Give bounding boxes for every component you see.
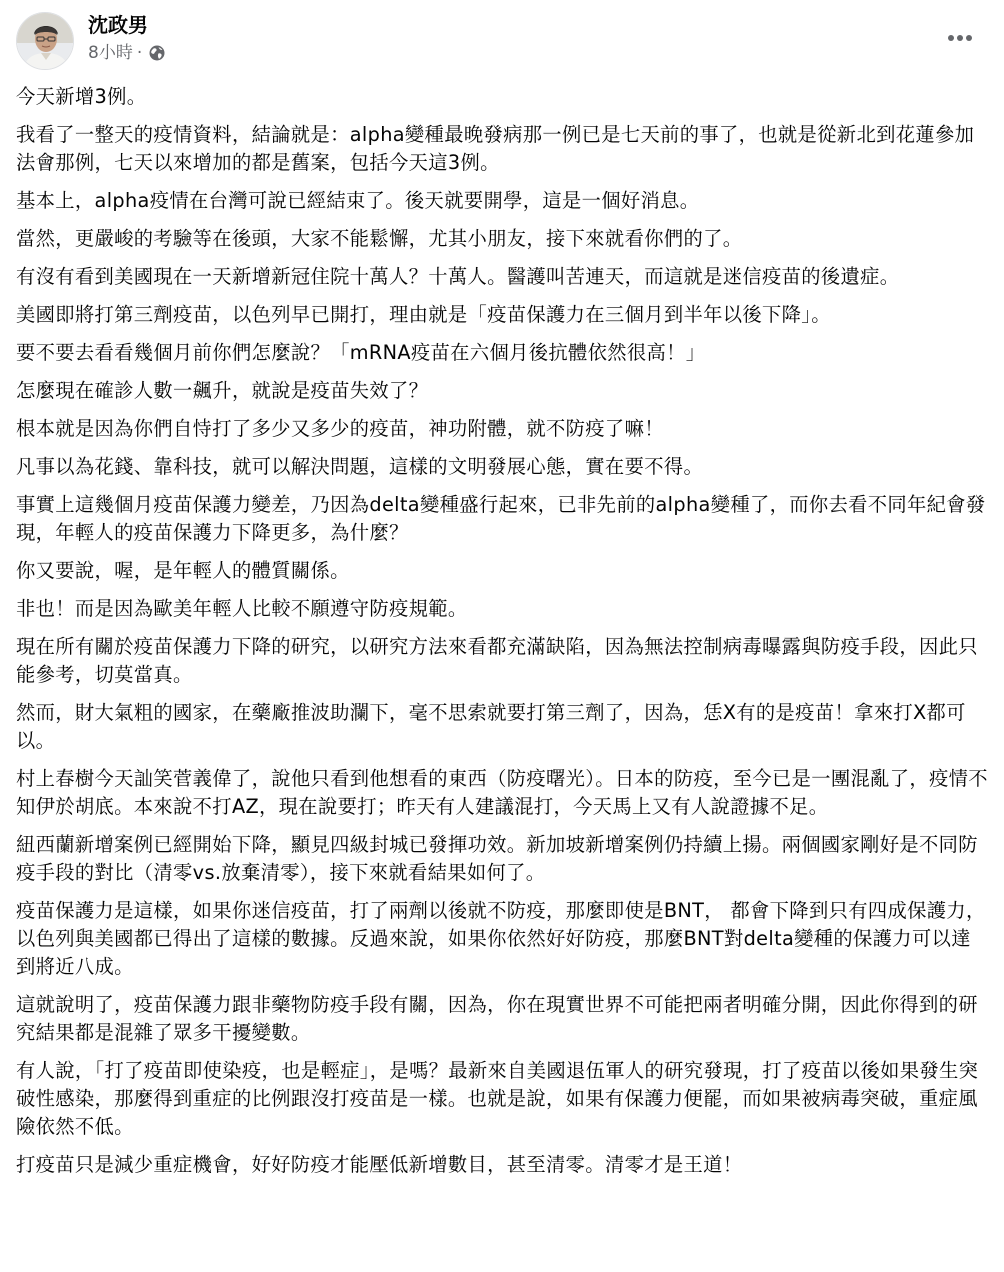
post-body [16, 83, 988, 1189]
post-paragraph: 美國即將打第三劑疫苗，以色列早已開打，理由就是「疫苗保護力在三個月到半年以後下降」。 [16, 303, 831, 326]
post-paragraph: 我看了一整天的疫情資料，結論就是：alpha變種最晚發病那一例已是七天前的事了，也就是從新北到花蓮參加法會那例，七天以來增加的都是舊案，包括今天這3例。 [16, 123, 975, 174]
post-paragraph: 打疫苗只是減少重症機會，好好防疫才能壓低新增數目，甚至清零。清零才是王道！ [16, 1153, 743, 1176]
post-header [0, 0, 1004, 80]
avatar-photo [17, 13, 74, 70]
post-paragraph: 凡事以為花錢、靠科技，就可以解決問題，這樣的文明發展心態，實在要不得。 [16, 455, 704, 478]
post-timestamp[interactable]: 8小時 [88, 43, 133, 63]
post-paragraph: 現在所有關於疫苗保護力下降的研究，以研究方法來看都充滿缺陷，因為無法控制病毒曝露與防疫手段，因此只能參考，切莫當真。 [16, 635, 978, 686]
post-paragraph: 當然，更嚴峻的考驗等在後頭，大家不能鬆懈，尤其小朋友，接下來就看你們的了。 [16, 227, 743, 250]
author-name[interactable]: 沈政男 [88, 13, 148, 37]
post-paragraph: 非也！而是因為歐美年輕人比較不願遵守防疫規範。 [16, 597, 468, 620]
post-paragraph: 你又要說，喔，是年輕人的體質關係。 [16, 559, 350, 582]
post-paragraph: 有人說，「打了疫苗即使染疫，也是輕症」，是嗎？最新來自美國退伍軍人的研究發現，打了疫苗以後如果發生突破性感染，那麼得到重症的比例跟沒打疫苗是一樣。也就是說，如果有保護力便罷，而如果被病毒突破，重症風險依然不低。 [16, 1059, 979, 1138]
post-paragraph: 事實上這幾個月疫苗保護力變差，乃因為delta變種盛行起來，已非先前的alpha變種了，而你去看不同年紀會發現，年輕人的疫苗保護力下降更多，為什麼？ [16, 493, 986, 544]
post-paragraph: 村上春樹今天訕笑菅義偉了，說他只看到他想看的東西（防疫曙光）。日本的防疫，至今已是一團混亂了，疫情不知伊於胡底。本來說不打AZ，現在說要打；昨天有人建議混打，今天馬上又有人說證據不足。 [16, 767, 988, 818]
post-paragraph: 根本就是因為你們自恃打了多少又多少的疫苗，神功附體，就不防疫了嘛！ [16, 417, 664, 440]
post-paragraph: 有沒有看到美國現在一天新增新冠住院十萬人？十萬人。醫護叫苦連天，而這就是迷信疫苗的後遺症。 [16, 265, 900, 288]
meta-separator: · [136, 43, 143, 63]
post-paragraph: 要不要去看看幾個月前你們怎麼說？「mRNA疫苗在六個月後抗體依然很高！」 [16, 341, 706, 364]
avatar[interactable] [16, 12, 74, 70]
globe-icon[interactable] [148, 44, 166, 62]
post-paragraph: 疫苗保護力是這樣，如果你迷信疫苗，打了兩劑以後就不防疫，那麼即使是BNT， 都會下降到只有四成保護力，以色列與美國都已得出了這樣的數據。反過來說，如果你依然好好防疫，那麼BNT對delta變種的保護力可以達到將近八成。 [16, 899, 986, 978]
more-horizontal-icon [947, 34, 973, 42]
post-paragraph: 紐西蘭新增案例已經開始下降，顯見四級封城已發揮功效。新加坡新增案例仍持續上揚。兩個國家剛好是不同防疫手段的對比（清零vs.放棄清零），接下來就看結果如何了。 [16, 833, 978, 884]
post-paragraph: 基本上，alpha疫情在台灣可說已經結束了。後天就要開學，這是一個好消息。 [16, 189, 700, 212]
post-paragraph: 這就說明了，疫苗保護力跟非藥物防疫手段有關，因為，你在現實世界不可能把兩者明確分開，因此你得到的研究結果都是混雜了眾多干擾變數。 [16, 993, 978, 1044]
post-paragraph: 怎麼現在確診人數一飆升，就說是疫苗失效了？ [16, 379, 429, 402]
post-paragraph: 然而，財大氣粗的國家，在藥廠推波助瀾下，毫不思索就要打第三劑了，因為，恁X有的是疫苗！拿來打X都可以。 [16, 701, 966, 752]
more-options-button[interactable] [942, 26, 978, 50]
post-paragraph: 今天新增3例。 [16, 85, 147, 108]
post-meta [88, 42, 166, 64]
